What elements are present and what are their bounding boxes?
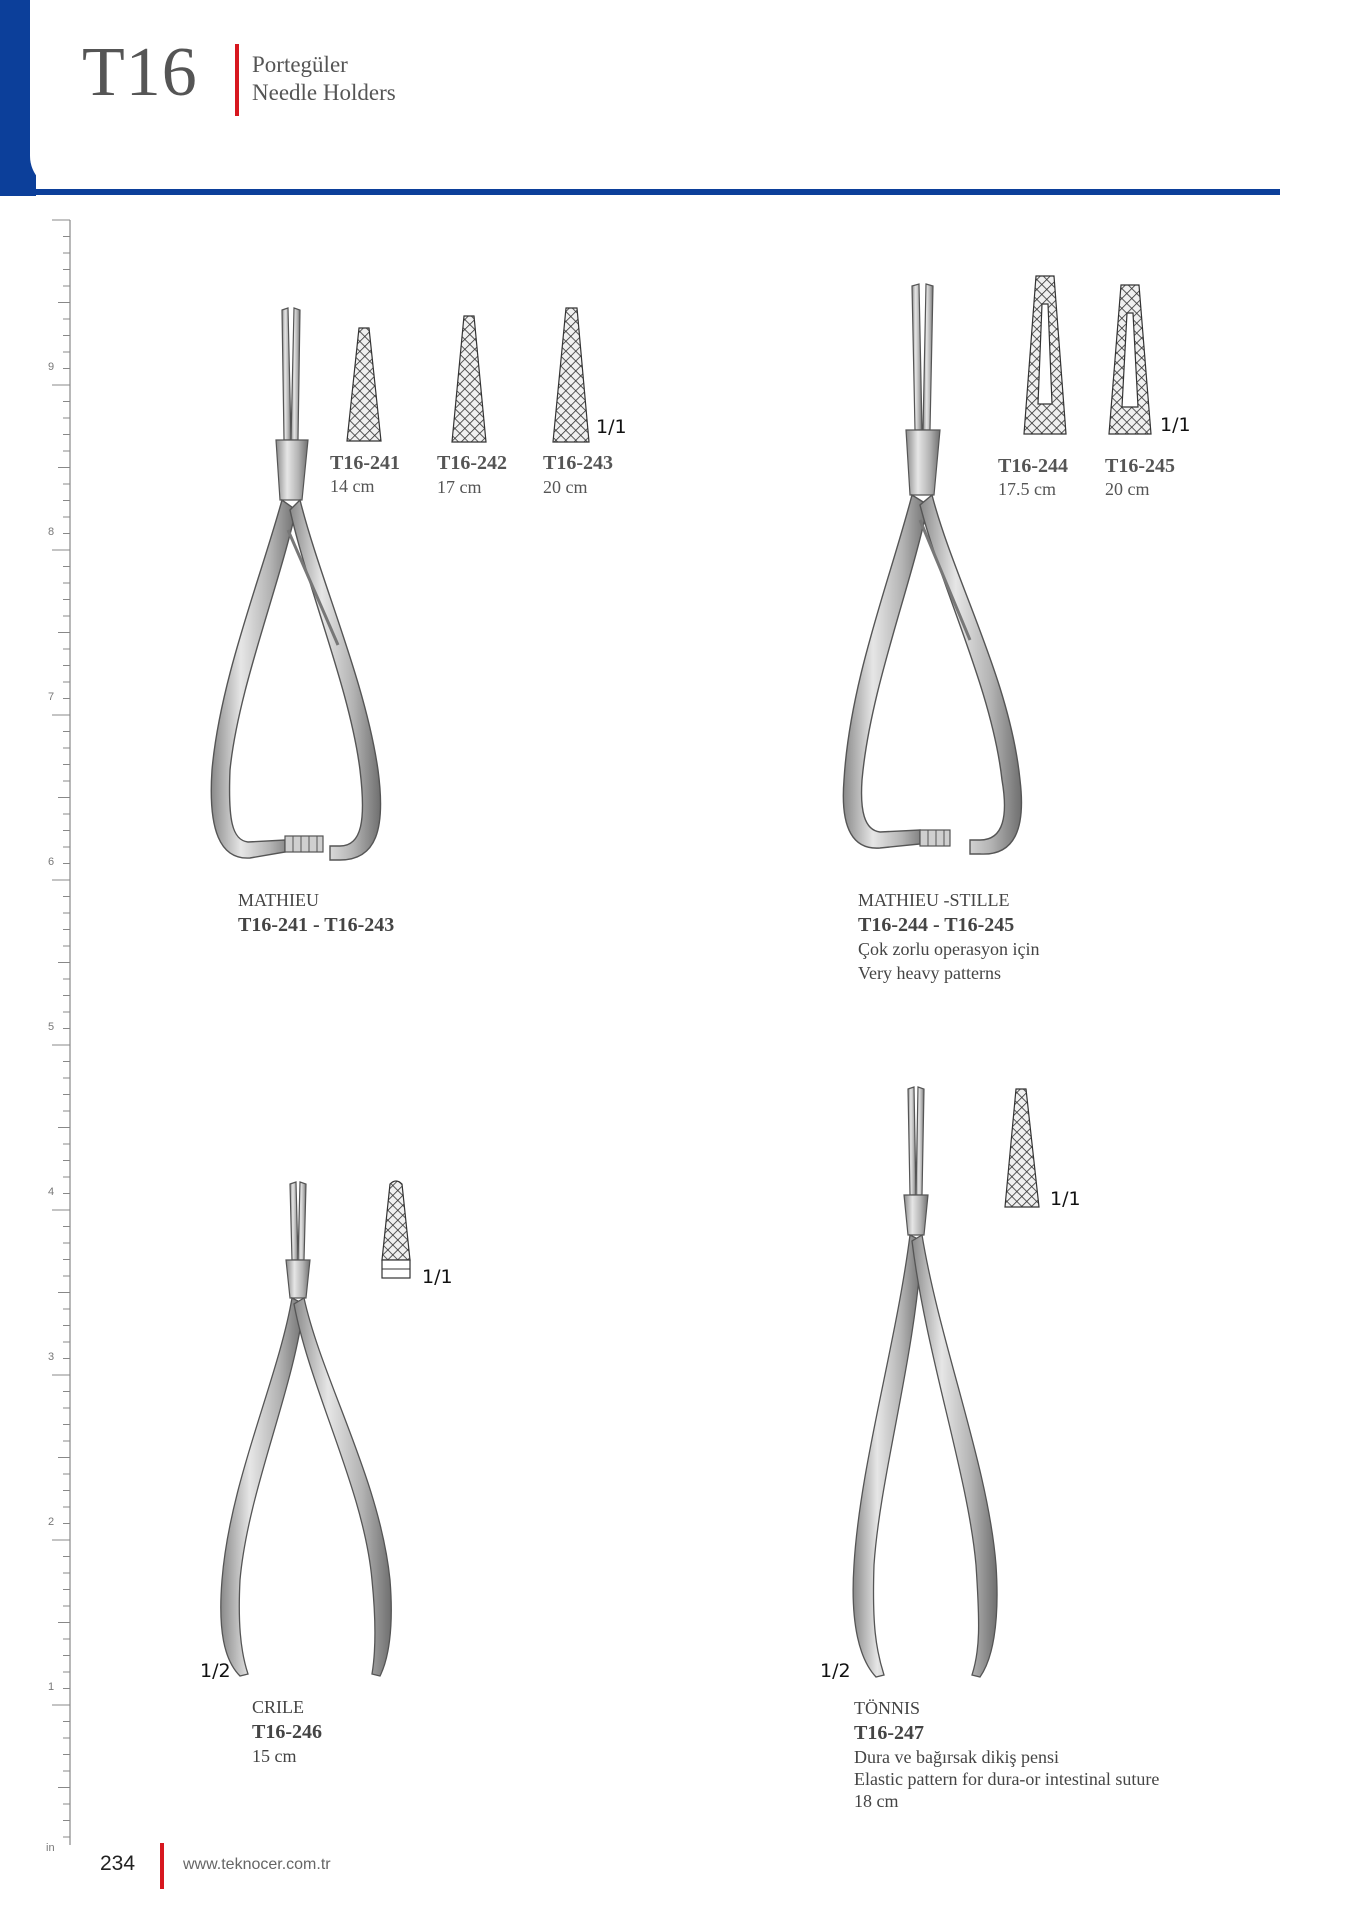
section-title-turkish: Portegüler	[252, 52, 348, 77]
tip-pattern-t16-244	[1022, 274, 1068, 438]
header-rule	[30, 189, 1280, 195]
crile-instrument-scale: 1/2	[200, 1660, 231, 1682]
variant-size-t16-242: 17 cm	[437, 477, 482, 497]
variant-code-t16-242: T16-242	[437, 452, 507, 474]
tonnis-instrument-scale: 1/2	[820, 1660, 851, 1682]
tip-pattern-crile	[378, 1180, 414, 1290]
measurement-ruler	[0, 215, 90, 1855]
product-description-tr-mathieu-stille: Çok zorlu operasyon için	[858, 939, 1040, 959]
website-url[interactable]: www.teknocer.com.tr	[183, 1856, 331, 1873]
product-name-tonnis: TÖNNIS	[854, 1698, 920, 1718]
product-description-en-mathieu-stille: Very heavy patterns	[858, 963, 1001, 983]
section-title-english: Needle Holders	[252, 80, 396, 105]
header-background	[30, 0, 1330, 190]
page-number: 234	[100, 1852, 136, 1875]
product-code-range-mathieu: T16-241 - T16-243	[238, 914, 395, 936]
variant-size-t16-241: 14 cm	[330, 476, 375, 496]
mathieu-stille-tip-scale: 1/1	[1160, 414, 1191, 436]
ruler-label-3: 3	[48, 1351, 55, 1363]
tonnis-tip-scale: 1/1	[1050, 1188, 1081, 1210]
mathieu-tip-scale: 1/1	[596, 416, 627, 438]
product-name-mathieu-stille: MATHIEU -STILLE	[858, 890, 1010, 910]
product-name-crile: CRILE	[252, 1697, 304, 1717]
footer-red-divider	[160, 1843, 164, 1889]
product-description-tr-tonnis: Dura ve bağırsak dikiş pensi	[854, 1747, 1059, 1767]
variant-code-t16-243: T16-243	[543, 452, 613, 474]
tonnis-needle-holder-image	[820, 1085, 1030, 1685]
variant-code-t16-241: T16-241	[330, 452, 400, 474]
product-code-tonnis: T16-247	[854, 1722, 924, 1744]
tip-pattern-tonnis	[1002, 1087, 1042, 1211]
ruler-label-9: 9	[48, 361, 55, 373]
ruler-label-6: 6	[48, 856, 55, 868]
variant-code-t16-245: T16-245	[1105, 455, 1175, 477]
variant-code-t16-244: T16-244	[998, 455, 1068, 477]
product-code-range-mathieu-stille: T16-244 - T16-245	[858, 914, 1015, 936]
product-code-crile: T16-246	[252, 1721, 322, 1743]
crile-tip-scale: 1/1	[422, 1266, 453, 1288]
section-code: T16	[82, 34, 198, 111]
ruler-unit-label: in	[46, 1842, 55, 1854]
product-name-mathieu: MATHIEU	[238, 890, 319, 910]
ruler-label-5: 5	[48, 1021, 55, 1033]
ruler-label-1: 1	[48, 1681, 55, 1693]
tip-pattern-t16-241	[345, 326, 385, 446]
variant-size-t16-243: 20 cm	[543, 477, 588, 497]
header-red-divider	[235, 44, 239, 116]
tip-pattern-t16-245	[1107, 283, 1153, 438]
ruler-label-7: 7	[48, 691, 55, 703]
product-description-en-tonnis: Elastic pattern for dura-or intestinal suture	[854, 1769, 1160, 1789]
product-size-tonnis: 18 cm	[854, 1791, 899, 1811]
ruler-label-2: 2	[48, 1516, 55, 1528]
variant-size-t16-244: 17.5 cm	[998, 479, 1056, 499]
ruler-label-4: 4	[48, 1186, 55, 1198]
tip-pattern-t16-242	[450, 314, 490, 446]
product-size-crile: 15 cm	[252, 1746, 297, 1766]
ruler-label-8: 8	[48, 526, 55, 538]
tip-pattern-t16-243	[551, 306, 593, 446]
variant-size-t16-245: 20 cm	[1105, 479, 1150, 499]
mathieu-needle-holder-image	[190, 300, 420, 870]
